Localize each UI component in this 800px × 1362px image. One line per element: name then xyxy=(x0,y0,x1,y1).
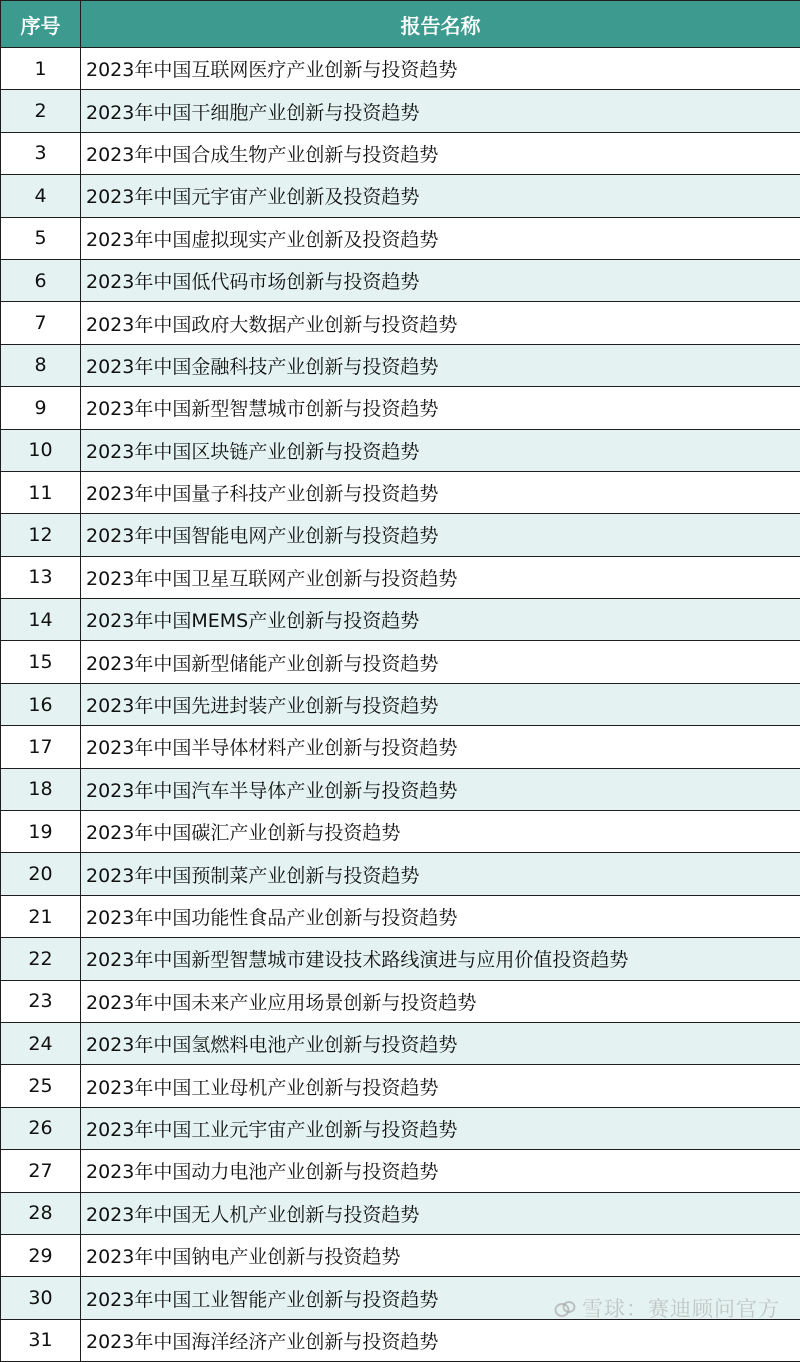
row-index: 14 xyxy=(1,599,81,641)
row-index: 6 xyxy=(1,259,81,301)
table-row xyxy=(1,132,800,174)
row-index: 12 xyxy=(1,514,81,556)
table-row xyxy=(1,48,800,90)
row-report-name: 2023年中国新型储能产业创新与投资趋势 xyxy=(81,641,800,683)
row-report-name: 2023年中国工业智能产业创新与投资趋势 xyxy=(81,1277,800,1319)
table-row xyxy=(1,302,800,344)
table-row xyxy=(1,1022,800,1064)
row-index: 25 xyxy=(1,1065,81,1107)
table-row xyxy=(1,599,800,641)
row-index: 1 xyxy=(1,48,81,90)
row-report-name: 2023年中国互联网医疗产业创新与投资趋势 xyxy=(81,48,800,90)
table-row xyxy=(1,641,800,683)
row-index: 22 xyxy=(1,938,81,980)
row-report-name: 2023年中国新型智慧城市创新与投资趋势 xyxy=(81,387,800,429)
row-report-name: 2023年中国新型智慧城市建设技术路线演进与应用价值投资趋势 xyxy=(81,938,800,980)
row-report-name: 2023年中国未来产业应用场景创新与投资趋势 xyxy=(81,980,800,1022)
table-row xyxy=(1,726,800,768)
watermark xyxy=(554,1293,780,1323)
row-report-name: 2023年中国低代码市场创新与投资趋势 xyxy=(81,259,800,301)
row-index: 3 xyxy=(1,132,81,174)
column-header-report-name: 报告名称 xyxy=(81,1,800,48)
row-index: 28 xyxy=(1,1192,81,1234)
row-report-name: 2023年中国虚拟现实产业创新及投资趋势 xyxy=(81,217,800,259)
row-index: 11 xyxy=(1,471,81,513)
table-row xyxy=(1,938,800,980)
row-index: 20 xyxy=(1,853,81,895)
row-report-name: 2023年中国无人机产业创新与投资趋势 xyxy=(81,1192,800,1234)
row-index: 9 xyxy=(1,387,81,429)
row-report-name: 2023年中国干细胞产业创新与投资趋势 xyxy=(81,90,800,132)
row-index: 29 xyxy=(1,1234,81,1276)
row-report-name: 2023年中国合成生物产业创新与投资趋势 xyxy=(81,132,800,174)
table-row xyxy=(1,556,800,598)
table-row xyxy=(1,1065,800,1107)
row-index: 17 xyxy=(1,726,81,768)
row-report-name: 2023年中国区块链产业创新与投资趋势 xyxy=(81,429,800,471)
row-index: 26 xyxy=(1,1107,81,1149)
row-index: 5 xyxy=(1,217,81,259)
row-index: 23 xyxy=(1,980,81,1022)
row-index: 18 xyxy=(1,768,81,810)
table-row xyxy=(1,811,800,853)
table-row xyxy=(1,471,800,513)
row-index: 7 xyxy=(1,302,81,344)
row-report-name: 2023年中国动力电池产业创新与投资趋势 xyxy=(81,1150,800,1192)
row-index: 15 xyxy=(1,641,81,683)
row-index: 13 xyxy=(1,556,81,598)
row-report-name: 2023年中国政府大数据产业创新与投资趋势 xyxy=(81,302,800,344)
row-report-name: 2023年中国海洋经济产业创新与投资趋势 xyxy=(81,1319,800,1361)
snowball-logo-icon xyxy=(554,1299,576,1319)
table-row xyxy=(1,853,800,895)
table-row xyxy=(1,90,800,132)
row-index: 27 xyxy=(1,1150,81,1192)
row-report-name: 2023年中国功能性食品产业创新与投资趋势 xyxy=(81,895,800,937)
row-report-name: 2023年中国汽车半导体产业创新与投资趋势 xyxy=(81,768,800,810)
row-index: 4 xyxy=(1,175,81,217)
row-report-name: 2023年中国半导体材料产业创新与投资趋势 xyxy=(81,726,800,768)
table-row xyxy=(1,768,800,810)
table-row xyxy=(1,175,800,217)
row-report-name: 2023年中国智能电网产业创新与投资趋势 xyxy=(81,514,800,556)
row-index: 16 xyxy=(1,683,81,725)
watermark-text: 雪球：赛迪顾问官方 xyxy=(582,1297,780,1321)
row-report-name: 2023年中国氢燃料电池产业创新与投资趋势 xyxy=(81,1022,800,1064)
row-index: 31 xyxy=(1,1319,81,1361)
row-index: 24 xyxy=(1,1022,81,1064)
table-row xyxy=(1,1107,800,1149)
row-report-name: 2023年中国MEMS产业创新与投资趋势 xyxy=(81,599,800,641)
row-index: 21 xyxy=(1,895,81,937)
table-row xyxy=(1,259,800,301)
row-index: 30 xyxy=(1,1277,81,1319)
row-report-name: 2023年中国卫星互联网产业创新与投资趋势 xyxy=(81,556,800,598)
row-report-name: 2023年中国先进封装产业创新与投资趋势 xyxy=(81,683,800,725)
table-row xyxy=(1,895,800,937)
row-index: 2 xyxy=(1,90,81,132)
row-report-name: 2023年中国预制菜产业创新与投资趋势 xyxy=(81,853,800,895)
row-index: 8 xyxy=(1,344,81,386)
table-row xyxy=(1,514,800,556)
row-report-name: 2023年中国量子科技产业创新与投资趋势 xyxy=(81,471,800,513)
table-row xyxy=(1,1192,800,1234)
row-report-name: 2023年中国碳汇产业创新与投资趋势 xyxy=(81,811,800,853)
table-row xyxy=(1,429,800,471)
row-index: 19 xyxy=(1,811,81,853)
row-report-name: 2023年中国工业母机产业创新与投资趋势 xyxy=(81,1065,800,1107)
row-report-name: 2023年中国工业元宇宙产业创新与投资趋势 xyxy=(81,1107,800,1149)
row-report-name: 2023年中国金融科技产业创新与投资趋势 xyxy=(81,344,800,386)
table-header-row xyxy=(1,1,800,48)
table-row xyxy=(1,387,800,429)
table-row xyxy=(1,1234,800,1276)
table-row xyxy=(1,344,800,386)
table-body xyxy=(1,48,800,1362)
table-row xyxy=(1,1319,800,1361)
row-report-name: 2023年中国钠电产业创新与投资趋势 xyxy=(81,1234,800,1276)
table-row xyxy=(1,1150,800,1192)
table-row xyxy=(1,217,800,259)
row-index: 10 xyxy=(1,429,81,471)
row-report-name: 2023年中国元宇宙产业创新及投资趋势 xyxy=(81,175,800,217)
column-header-index: 序号 xyxy=(1,1,81,48)
table-row xyxy=(1,980,800,1022)
table-row xyxy=(1,683,800,725)
